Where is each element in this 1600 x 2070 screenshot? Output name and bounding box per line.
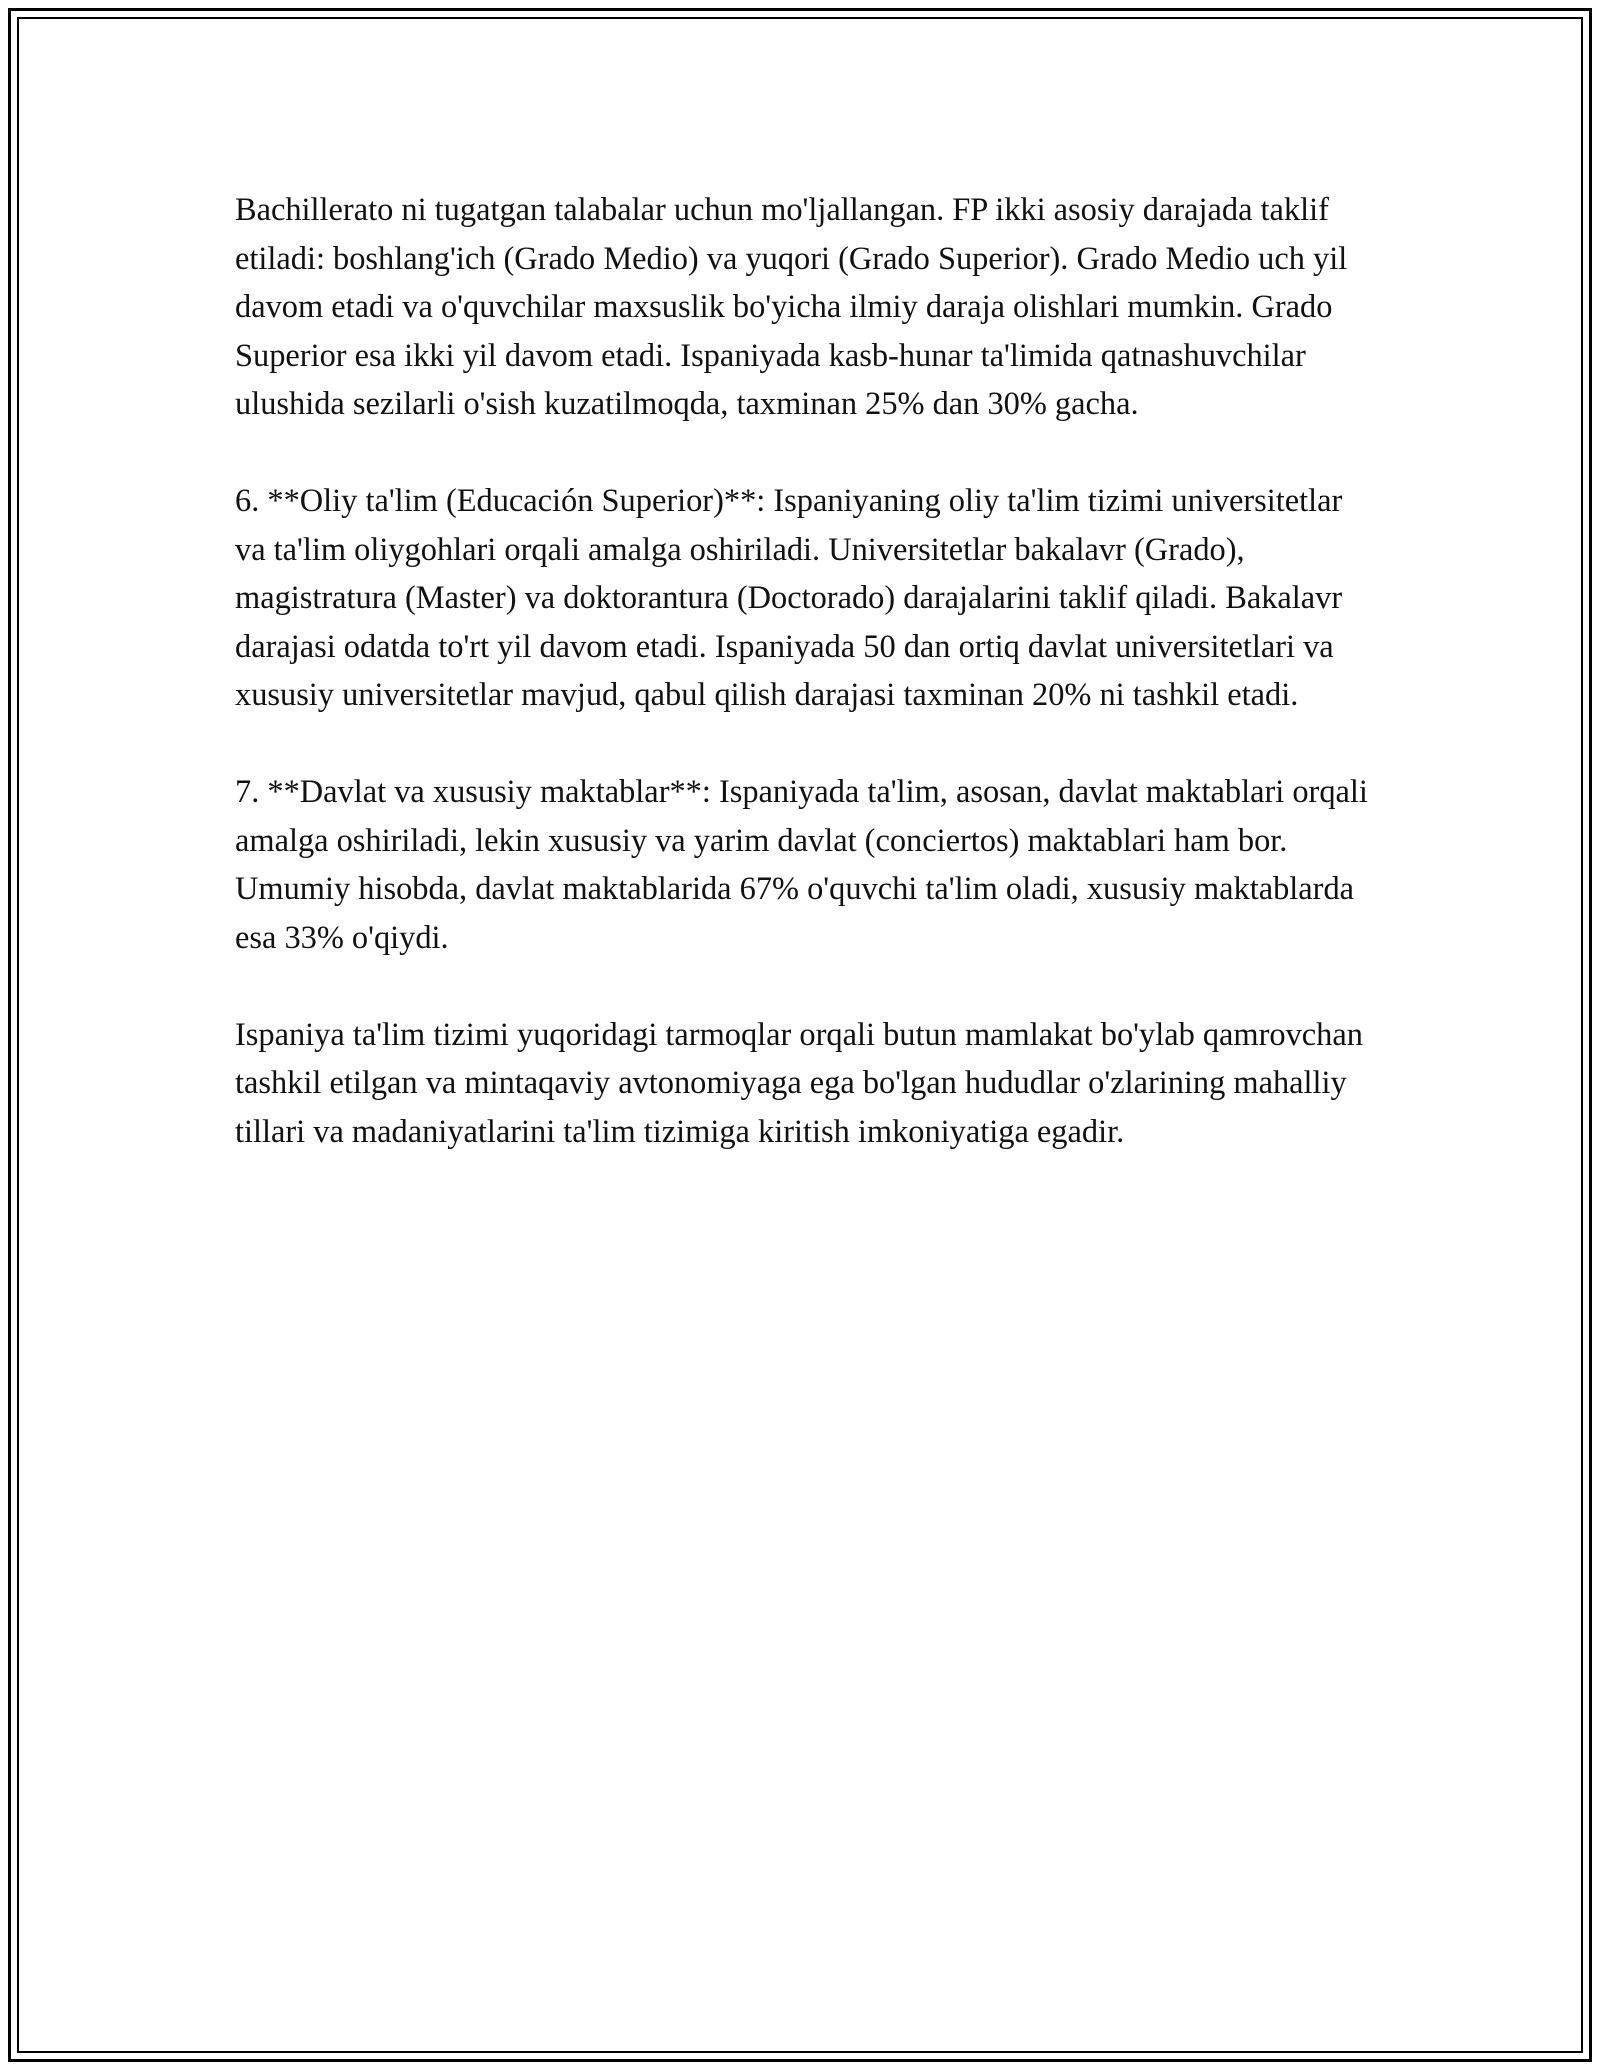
paragraph-vocational-education: Bachillerato ni tugatgan talabalar uchun mo'ljallangan. FP ikki asosiy darajada taklif etiladi: boshlang'ich (Grado Medio) va yuqori (Grado Superior). Grado Medio uch yil davom etadi va o'quvchilar maxsuslik bo'yicha ilmiy daraja olishlari mumkin. Grado Superior esa ikki yil davom etadi. Ispaniyada kasb-hunar ta'limida qatnashuvchilar ulushida sezilarli o'sish kuzatilmoqda, taxminan 25% dan 30% gacha. bbox=[235, 192, 1348, 422]
paragraph-higher-education: 6. **Oliy ta'lim (Educación Superior)**: Ispaniyaning oliy ta'lim tizimi universitetlar va ta'lim oliygohlari orqali amalga oshiriladi. Universitetlar bakalavr (Grado), magistratura (Master) va doktorantura (Doctorado) darajalarini taklif qiladi. Bakalavr darajasi odatda to'rt yil davom etadi. Ispaniyada 50 dan ortiq davlat universitetlari va xususiy universitetlar mavjud, qabul qilish darajasi taxminan 20% ni tashkil etadi. bbox=[235, 483, 1343, 713]
paragraph-conclusion: Ispaniya ta'lim tizimi yuqoridagi tarmoqlar orqali butun mamlakat bo'ylab qamrovchan tashkil etilgan va mintaqaviy avtonomiyaga ega bo'lgan hududlar o'zlarining mahalliy tillari va madaniyatlarini ta'lim tizimiga kiritish imkoniyatiga egadir. bbox=[235, 1016, 1363, 1150]
paragraph-public-private-schools: 7. **Davlat va xususiy maktablar**: Ispaniyada ta'lim, asosan, davlat maktablari orqali amalga oshiriladi, lekin xususiy va yarim davlat (conciertos) maktablari ham bor. Umumiy hisobda, davlat maktablarida 67% o'quvchi ta'lim oladi, xususiy maktablarda esa 33% o'qiydi. bbox=[235, 774, 1368, 956]
document-body bbox=[235, 186, 1370, 1156]
